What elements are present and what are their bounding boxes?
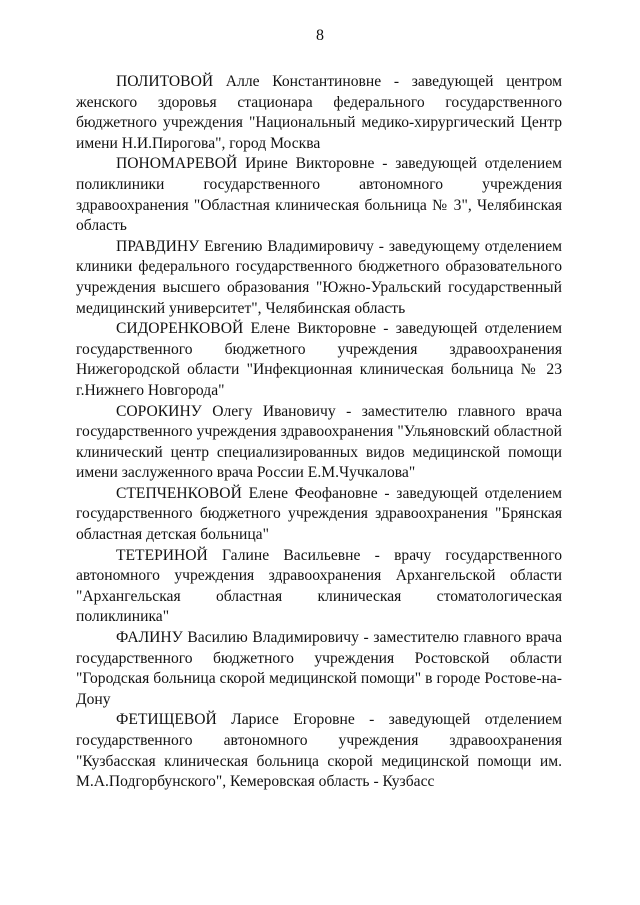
award-entry-sorokin: СОРОКИНУ Олегу Ивановичу - заместителю главного врача государственного учреждения здравоохранения "Ульяновский областной клинический центр специализированных видов медицинской помощи имени заслуженного врача России Е.М.Чучкалова" — [76, 402, 562, 482]
award-entry-teterina: ТЕТЕРИНОЙ Галине Васильевне - врачу государственного автономного учреждения здравоохранения Архангельской области "Архангельская областная клиническая стоматологическая поликлиника" — [76, 546, 562, 626]
award-entry-politova: ПОЛИТОВОЙ Алле Константиновне - заведующей центром женского здоровья стационара федерального государственного бюджетного учреждения "Национальный медико-хирургический Центр имени Н.И.Пирогова", город Москва — [76, 73, 562, 152]
award-entry-falin: ФАЛИНУ Василию Владимировичу - заместителю главного врача государственного бюджетного учреждения Ростовской области "Городская больница скорой медицинской помощи" в городе Ростове-на-Дону — [76, 629, 562, 708]
award-entry-ponomareva: ПОНОМАРЕВОЙ Ирине Викторовне - заведующей отделением поликлиники государственного автономного учреждения здравоохранения "Областная клиническая больница № 3", Челябинская область — [76, 155, 562, 235]
page-number: 8 — [316, 27, 324, 44]
award-entry-stepchenkova: СТЕПЧЕНКОВОЙ Елене Феофановне - заведующей отделением государственного бюджетного учреждения здравоохранения "Брянская областная детская больница" — [76, 484, 562, 544]
award-entry-sidorenkova: СИДОРЕНКОВОЙ Елене Викторовне - заведующей отделением государственного бюджетного учреждения здравоохранения Нижегородской области "Инфекционная клиническая больница № 23 г.Нижнего Новгорода" — [76, 320, 562, 399]
award-list — [76, 72, 562, 793]
award-entry-fetishcheva: ФЕТИЩЕВОЙ Ларисе Егоровне - заведующей отделением государственного автономного учреждения здравоохранения "Кузбасская клиническая больница скорой медицинской помощи им. М.А.Подгорбунского", Кемеровская область - Кузбасс — [76, 711, 562, 791]
award-entry-pravdin: ПРАВДИНУ Евгению Владимировичу - заведующему отделением клиники федерального государственного бюджетного образовательного учреждения высшего образования "Южно-Уральский государственный медицинский университет", Челябинская область — [76, 237, 562, 317]
